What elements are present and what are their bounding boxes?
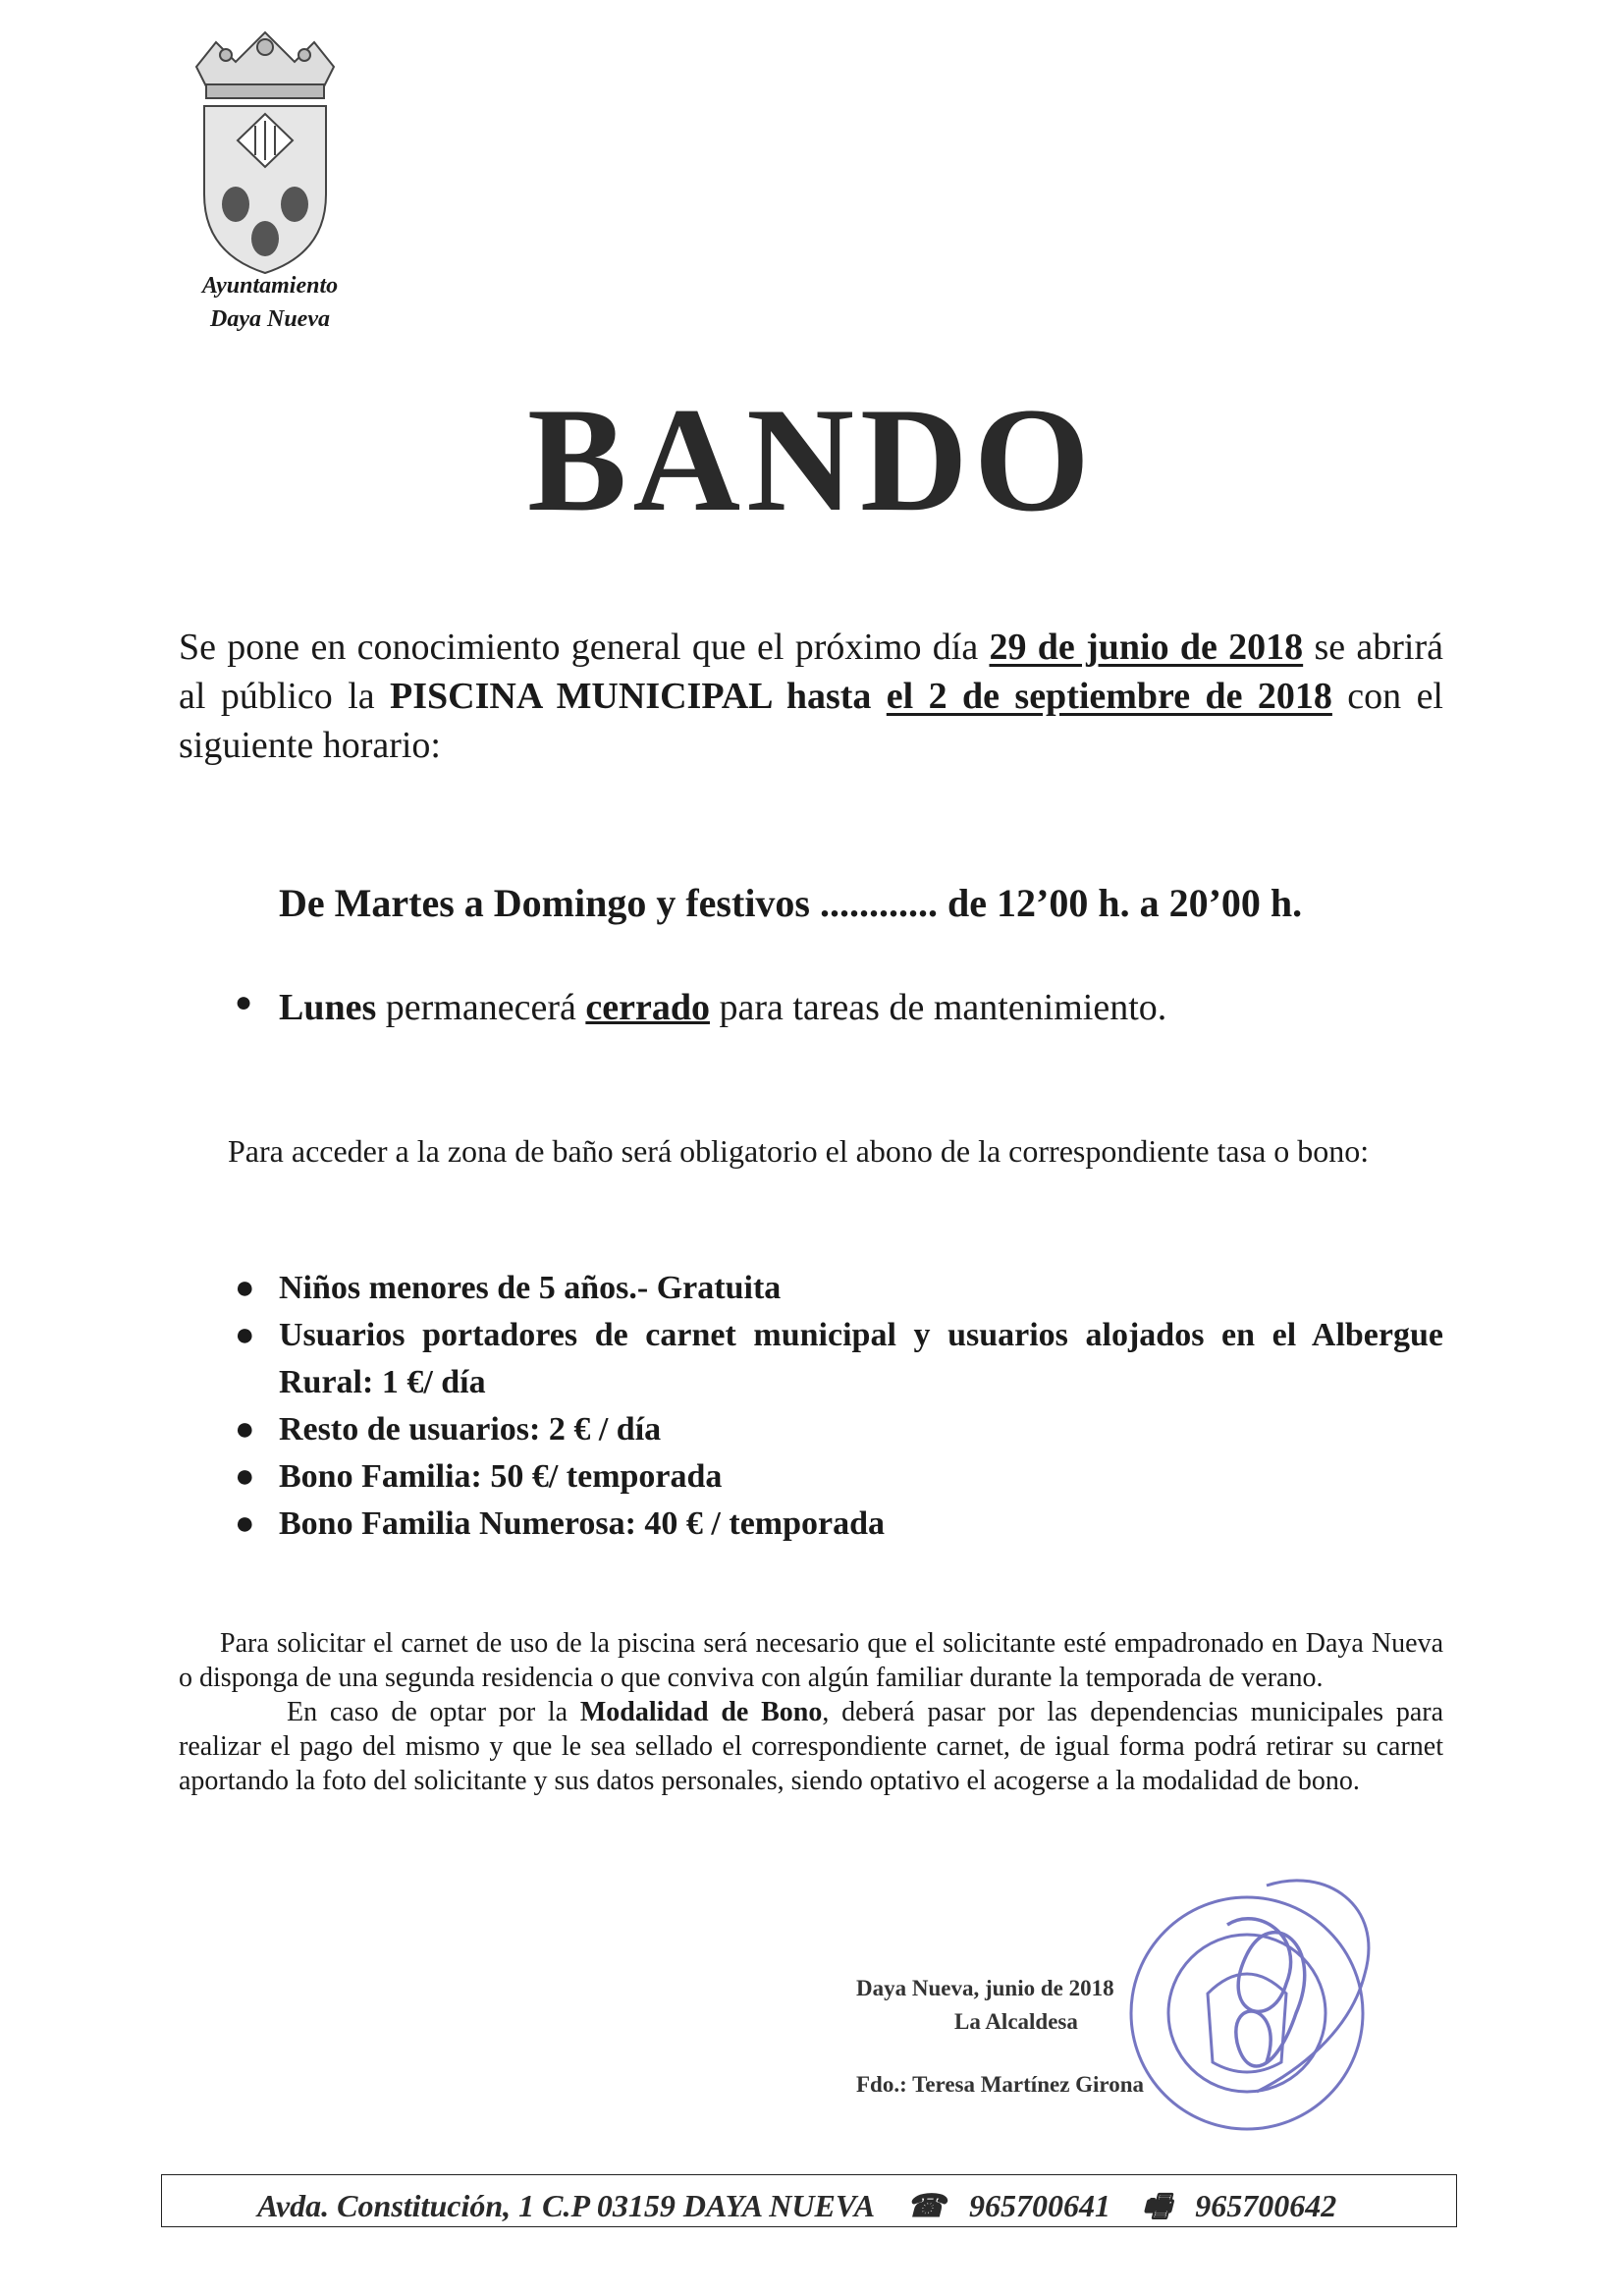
council-name-line2: Daya Nueva — [210, 306, 330, 332]
list-item: ● Bono Familia: 50 €/ temporada — [279, 1453, 1443, 1501]
requirements-paragraph-2: En caso de optar por la Modalidad de Bono, deberá pasar por las dependencias municipales para realizar el pago del mismo y que le sea sellado el correspondiente carnet, de igual forma podrá retirar su carnet aportando la foto del solicitante y sus datos personales, siendo optativo el acogerse a la modalidad de bono. — [179, 1697, 1443, 1796]
bullet-icon: ● — [235, 986, 253, 1018]
document-title: BANDO — [527, 377, 1096, 542]
footer-phone: 965700641 — [969, 2188, 1110, 2223]
closed-state: cerrado — [585, 987, 710, 1028]
footer-address: Avda. Constitución, 1 C.P 03159 DAYA NUEVA — [257, 2188, 876, 2223]
council-name-line1: Ayuntamiento — [201, 273, 339, 299]
phone-icon: ☎ — [906, 2188, 946, 2223]
requirements-section — [179, 1626, 1443, 1798]
footer-contact — [257, 2184, 1360, 2237]
coat-of-arms-icon — [177, 27, 353, 283]
access-paragraph: Para acceder a la zona de baño será obligatorio el abono de la correspondiente tasa o bono: — [228, 1133, 1370, 1169]
opening-date: 29 de junio de 2018 — [989, 627, 1304, 668]
schedule-line — [279, 880, 1457, 926]
requirements-paragraph-1: Para solicitar el carnet de uso de la piscina será necesario que el solicitante esté empadronado en Daya Nueva o disponga de una segunda residencia o que conviva con algún familiar durante la temporada de verano. — [179, 1628, 1443, 1693]
schedule-hours: de 12’00 h. a 20’00 h. — [947, 881, 1303, 925]
closed-day: Lunes — [279, 987, 377, 1028]
signature-date: Daya Nueva, junio de 2018 — [856, 1976, 1114, 2000]
fax-icon: 🖷 — [1142, 2188, 1172, 2223]
list-item: ● Resto de usuarios: 2 € / día — [279, 1406, 1443, 1453]
list-item: ● Usuarios portadores de carnet municipal y usuarios alojados en el Albergue Rural: 1 €/ día — [279, 1312, 1443, 1406]
official-stamp-icon — [1100, 1846, 1394, 2160]
closing-date: el 2 de septiembre de 2018 — [886, 676, 1332, 717]
signature-role: La Alcaldesa — [954, 2009, 1078, 2034]
list-item: ● Bono Familia Numerosa: 40 € / temporada — [279, 1501, 1443, 1548]
schedule-dots: ............ — [820, 881, 938, 925]
bullet-icon: ● — [235, 1317, 255, 1353]
list-item: ● Niños menores de 5 años.- Gratuita — [279, 1265, 1443, 1312]
facility-name: PISCINA MUNICIPAL — [390, 676, 772, 717]
schedule-days: De Martes a Domingo y festivos — [279, 881, 810, 925]
bullet-icon: ● — [235, 1458, 255, 1495]
signature-name: Fdo.: Teresa Martínez Girona — [856, 2072, 1145, 2097]
bullet-icon: ● — [235, 1411, 255, 1448]
fees-list — [235, 1265, 1443, 1548]
bono-modality: Modalidad de Bono — [579, 1697, 823, 1727]
footer-fax: 965700642 — [1195, 2188, 1337, 2223]
intro-paragraph: Se pone en conocimiento general que el próximo día 29 de junio de 2018 se abrirá al público la PISCINA MUNICIPAL hasta el 2 de septiembre de 2018 con el siguiente horario: — [179, 627, 1443, 766]
bullet-icon: ● — [235, 1505, 255, 1542]
closed-notice: ● Lunes permanecerá cerrado para tareas de mantenimiento. — [235, 986, 1167, 1028]
bullet-icon: ● — [235, 1270, 255, 1306]
